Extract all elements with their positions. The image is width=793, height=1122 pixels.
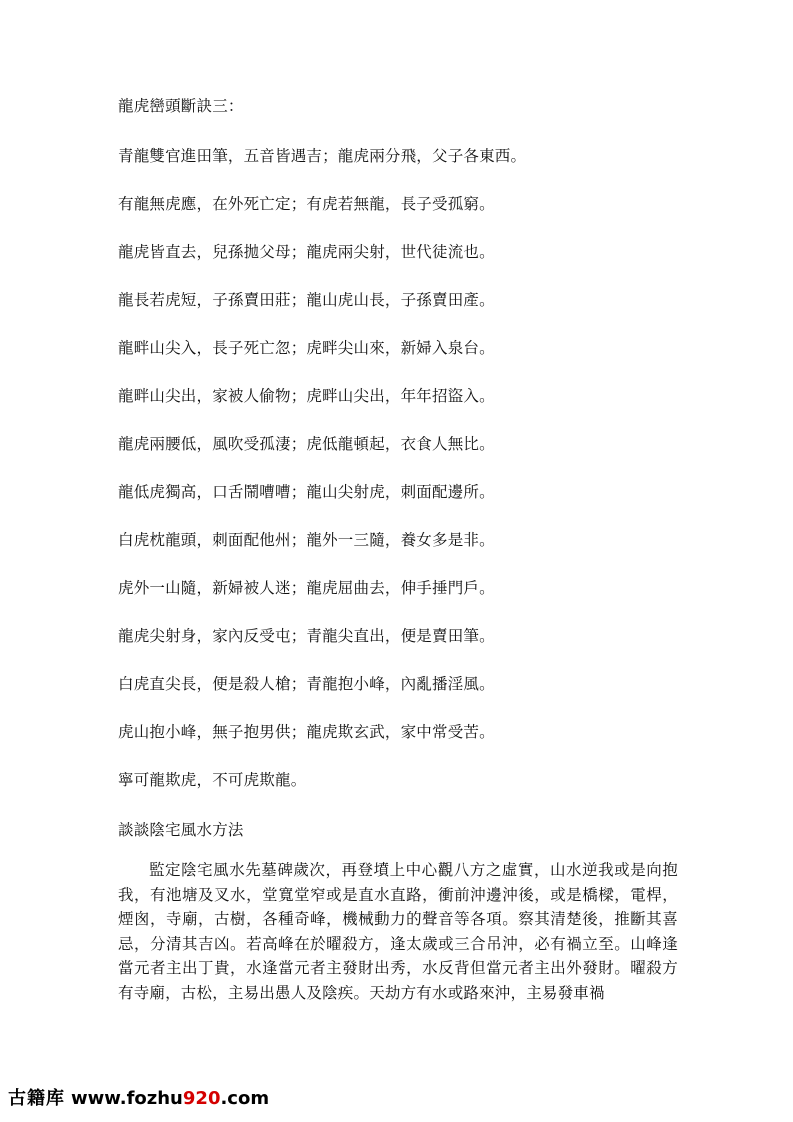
verse-line: 龍畔山尖出，家被人偷物；虎畔山尖出，年年招盜入。 <box>118 387 495 405</box>
verse-line: 虎外一山隨，新婦被人迷；龍虎屈曲去，伸手捶門戶。 <box>118 579 495 597</box>
verse-line: 寧可龍欺虎，不可虎欺龍。 <box>118 771 307 789</box>
section-heading: 龍虎巒頭斷訣三： <box>118 97 244 115</box>
footer-url-suffix: .com <box>220 1088 270 1109</box>
verse-line: 龍長若虎短，子孫賣田莊；龍山虎山長，子孫賣田產。 <box>118 291 495 309</box>
verse-line: 青龍雙官進田筆，五音皆遇吉；龍虎兩分飛，父子各東西。 <box>118 147 527 165</box>
verse-line: 虎山抱小峰，無子抱男供；龍虎欺玄武，家中常受苦。 <box>118 723 495 741</box>
verse-line: 龍虎皆直去，兒孫拋父母；龍虎兩尖射，世代徒流也。 <box>118 243 495 261</box>
verse-line: 白虎直尖長，便是殺人槍；青龍抱小峰，內亂播淫風。 <box>118 675 495 693</box>
footer-url-number: 920 <box>182 1088 221 1109</box>
verse-line: 龍虎兩腰低，風吹受孤淒；虎低龍頓起，衣食人無比。 <box>118 435 495 453</box>
verse-line: 龍低虎獨高，口舌鬧嘈嘈；龍山尖射虎，刺面配邊所。 <box>118 483 495 501</box>
body-paragraph: 監定陰宅風水先墓碑歲次，再登墳上中心觀八方之虛實，山水逆我或是向抱我，有池塘及叉水，堂寬堂窄或是直水直路，衝前沖邊沖後，或是橋樑，電桿，煙囪，寺廟，古樹，各種奇峰，機械動力的聲音等各項。察其清楚後，推斷其喜忌，分清其吉凶。若高峰在於曜殺方，逢太歲或三合吊沖，必有禍立至。山峰逢當元者主出丁貴，水逢當元者主發財出秀，水反背但當元者主出外發財。曜殺方有寺廟，古松，主易出愚人及陰疾。天劫方有水或路來沖，主易發車禍 <box>118 861 678 1002</box>
footer-site-name: 古籍库 <box>8 1088 65 1109</box>
footer-watermark <box>8 1088 269 1110</box>
footer-url-prefix: www.fozhu <box>71 1088 183 1109</box>
verse-line: 白虎枕龍頭，刺面配他州；龍外一三隨，養女多是非。 <box>118 531 495 549</box>
verse-line: 有龍無虎應，在外死亡定；有虎若無龍，長子受孤窮。 <box>118 195 495 213</box>
verse-line: 龍畔山尖入，長子死亡忽；虎畔尖山來，新婦入泉台。 <box>118 339 495 357</box>
verse-line: 龍虎尖射身，家內反受屯；青龍尖直出，便是賣田筆。 <box>118 627 495 645</box>
section-heading: 談談陰宅風水方法 <box>118 821 244 839</box>
